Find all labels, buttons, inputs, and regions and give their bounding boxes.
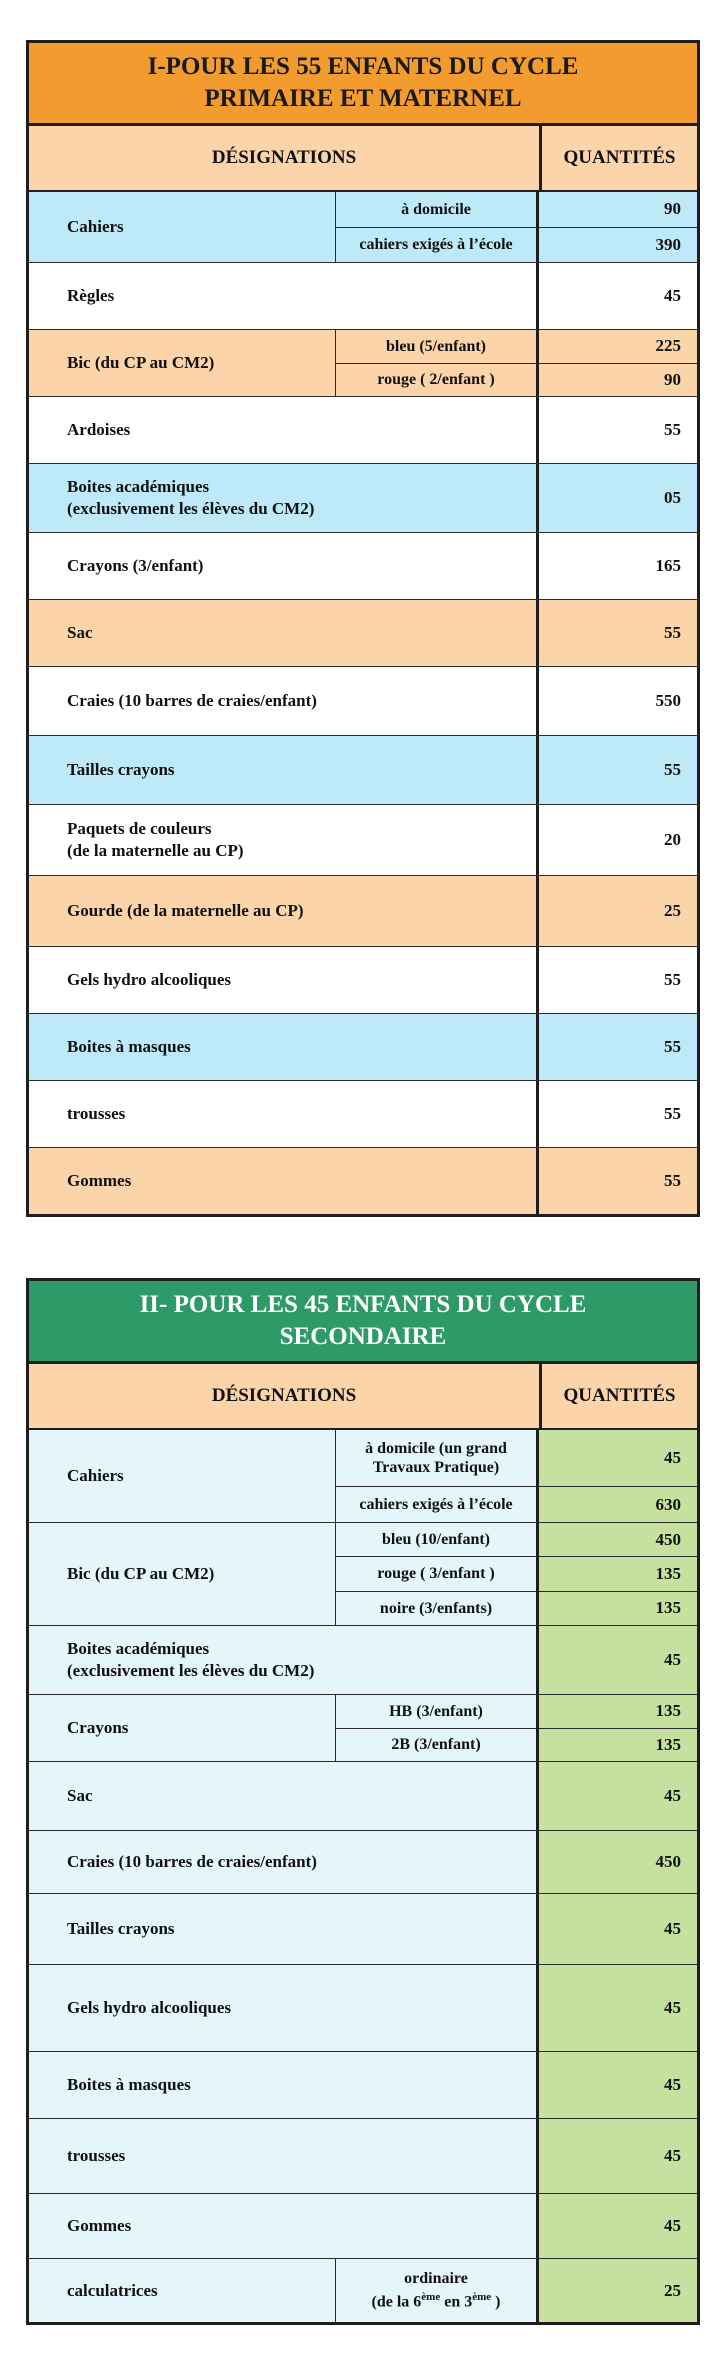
- quantity-value: 25: [664, 901, 681, 920]
- table-row: [29, 1965, 697, 2052]
- sub-label-range: (de la 6ème en 3ème ): [371, 2291, 501, 2311]
- table-primaire-maternel: [26, 40, 700, 1217]
- quantity-value: 55: [664, 1104, 681, 1123]
- row-label: Cahiers: [67, 217, 124, 236]
- quantity-value: 45: [664, 1650, 681, 1669]
- row-label: Boites à masques: [67, 1037, 191, 1056]
- table-row: [29, 736, 697, 805]
- row-label: Tailles crayons: [67, 760, 175, 779]
- row-label: Paquets de couleurs: [67, 819, 212, 838]
- header-quantites: QUANTITÉS: [563, 147, 676, 168]
- row-label: Tailles crayons: [67, 1919, 175, 1938]
- quantity-value: 55: [664, 1037, 681, 1056]
- quantity-value: 55: [664, 970, 681, 989]
- quantity-value: 45: [664, 286, 681, 305]
- quantity-value: 55: [664, 623, 681, 642]
- table-row: [29, 2194, 697, 2259]
- quantity-value: 630: [655, 1494, 681, 1514]
- table-row: [29, 533, 697, 600]
- row-label-note: (exclusivement les élèves du CM2): [67, 499, 315, 518]
- quantity-value: 90: [539, 192, 697, 228]
- sub-label: à domicile (un grand: [365, 1440, 507, 1457]
- table-row: [29, 2052, 697, 2119]
- row-label: Gommes: [67, 2216, 132, 2235]
- row-label: Boites académiques: [67, 477, 210, 496]
- table-row: [29, 947, 697, 1014]
- row-label: trousses: [67, 2146, 126, 2165]
- row-label: Règles: [67, 286, 115, 305]
- table-row: [29, 805, 697, 876]
- title-line-1: I-POUR LES 55 ENFANTS DU CYCLE: [147, 53, 579, 80]
- quantity-value: 135: [655, 1598, 681, 1618]
- table-header: [29, 126, 697, 192]
- row-label: Gels hydro alcooliques: [67, 970, 232, 989]
- sub-label: rouge ( 3/enfant ): [336, 1557, 536, 1591]
- quantity-value: 45: [664, 1919, 681, 1938]
- quantity-value: 05: [664, 488, 681, 507]
- table-row: [29, 2259, 697, 2322]
- quantity-value: 55: [664, 760, 681, 779]
- row-label-note: (exclusivement les élèves du CM2): [67, 1661, 315, 1680]
- title-line-2: PRIMAIRE ET MATERNEL: [204, 85, 522, 112]
- sub-label: à domicile: [336, 192, 536, 228]
- quantity-value: 225: [539, 330, 697, 364]
- table-row: [29, 1695, 697, 1762]
- row-label: Bic (du CP au CM2): [67, 1564, 215, 1583]
- quantity-value: 45: [539, 1430, 697, 1487]
- table-row: [29, 192, 697, 263]
- header-designations: DÉSIGNATIONS: [29, 1364, 542, 1428]
- header-quantites: QUANTITÉS: [563, 1385, 676, 1406]
- table-header: [29, 1364, 697, 1430]
- row-label: Craies (10 barres de craies/enfant): [67, 691, 317, 710]
- quantity-value: 450: [655, 1852, 681, 1871]
- title-line-2: SECONDAIRE: [279, 1323, 447, 1350]
- table-row: [29, 397, 697, 464]
- sub-label: cahiers exigés à l’école: [359, 236, 513, 254]
- table-row: [29, 1014, 697, 1081]
- row-label: Sac: [67, 1786, 93, 1805]
- quantity-value: 45: [664, 2216, 681, 2235]
- quantity-value: 135: [539, 1557, 697, 1591]
- quantity-value: 45: [664, 2146, 681, 2165]
- sub-label: cahiers exigés à l’école: [359, 1496, 513, 1513]
- table-row: [29, 330, 697, 397]
- row-label: Gels hydro alcooliques: [67, 1998, 232, 2017]
- sub-label: ordinaire: [404, 2270, 468, 2288]
- table-row: [29, 1894, 697, 1965]
- quantity-value: 165: [655, 556, 681, 575]
- quantity-value: 135: [539, 1695, 697, 1729]
- quantity-value: 135: [655, 1734, 681, 1754]
- header-designations: DÉSIGNATIONS: [29, 126, 542, 190]
- quantity-value: 450: [539, 1523, 697, 1557]
- row-label: Gourde (de la maternelle au CP): [67, 901, 304, 920]
- table-row: [29, 1081, 697, 1148]
- table-title: [29, 43, 697, 126]
- table-title: [29, 1281, 697, 1364]
- table-row: [29, 263, 697, 330]
- row-label: Crayons (3/enfant): [67, 556, 204, 575]
- quantity-value: 45: [664, 1786, 681, 1805]
- sub-label: HB (3/enfant): [336, 1695, 536, 1729]
- quantity-value: 90: [664, 369, 681, 389]
- quantity-value: 25: [664, 2280, 681, 2300]
- quantity-value: 45: [664, 1998, 681, 2017]
- sub-label: noire (3/enfants): [379, 1599, 493, 1617]
- row-label-note: (de la maternelle au CP): [67, 841, 244, 860]
- row-label: Cahiers: [67, 1466, 124, 1485]
- table-row: [29, 1626, 697, 1695]
- quantity-value: 55: [664, 1171, 681, 1190]
- sub-label: Travaux Pratique): [372, 1459, 500, 1476]
- quantity-value: 390: [655, 234, 681, 254]
- table-row: [29, 1762, 697, 1831]
- table-row: [29, 464, 697, 533]
- table-row: [29, 1430, 697, 1523]
- table-row: [29, 1523, 697, 1626]
- table-row: [29, 1148, 697, 1214]
- row-label: Sac: [67, 623, 93, 642]
- sub-label: bleu (5/enfant): [336, 330, 536, 364]
- table-row: [29, 876, 697, 947]
- row-label: Ardoises: [67, 420, 131, 439]
- table-row: [29, 600, 697, 667]
- row-label: Craies (10 barres de craies/enfant): [67, 1852, 317, 1871]
- row-label: Boites à masques: [67, 2075, 191, 2094]
- quantity-value: 550: [655, 691, 681, 710]
- sub-label: 2B (3/enfant): [391, 1736, 481, 1754]
- quantity-value: 45: [664, 2075, 681, 2094]
- row-label: calculatrices: [67, 2280, 158, 2300]
- title-line-1: II- POUR LES 45 ENFANTS DU CYCLE: [139, 1291, 587, 1318]
- row-label: Gommes: [67, 1171, 132, 1190]
- quantity-value: 20: [664, 830, 681, 849]
- row-label: Crayons: [67, 1718, 129, 1737]
- sub-label: rouge ( 2/enfant ): [377, 371, 495, 389]
- sub-label: bleu (10/enfant): [336, 1523, 536, 1557]
- table-row: [29, 667, 697, 736]
- table-row: [29, 2119, 697, 2194]
- row-label: trousses: [67, 1104, 126, 1123]
- table-row: [29, 1831, 697, 1894]
- row-label: Boites académiques: [67, 1639, 210, 1658]
- table-secondaire: [26, 1278, 700, 2325]
- quantity-value: 55: [664, 420, 681, 439]
- row-label: Bic (du CP au CM2): [67, 353, 215, 372]
